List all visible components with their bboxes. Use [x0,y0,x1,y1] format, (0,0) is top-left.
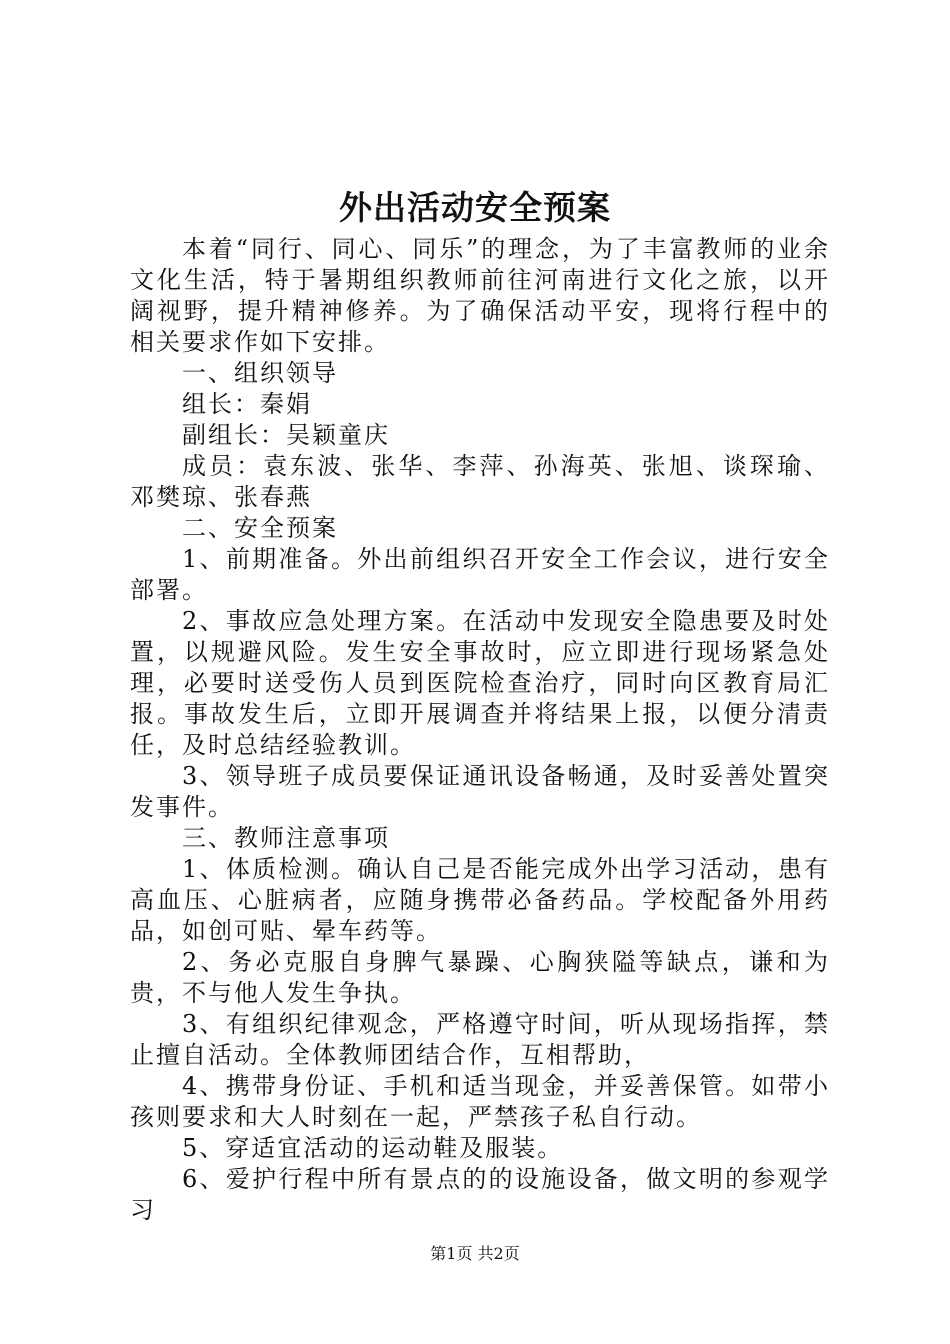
teacher-note-2: 2、务必克服自身脾气暴躁、心胸狭隘等缺点，谦和为贵，不与他人发生争执。 [130,948,830,1007]
page-footer: 第1页 共2页 [430,1244,520,1263]
section-heading-organization: 一、组织领导 [182,359,338,387]
teacher-note-5: 5、穿适宜活动的运动鞋及服装。 [182,1134,564,1162]
deputy-leader-line: 副组长：吴颖童庆 [182,421,390,449]
leader-line: 组长：秦娟 [182,390,312,418]
teacher-note-3: 3、有组织纪律观念，严格遵守时间，听从现场指挥，禁止擅自活动。全体教师团结合作，互相帮助， [130,1010,830,1069]
members-line: 成员：袁东波、张华、李萍、孙海英、张旭、谈琛瑜、邓樊琼、张春燕 [130,452,830,511]
teacher-note-1: 1、体质检测。确认自己是否能完成外出学习活动，患有高血压、心脏病者，应随身携带必备药品。学校配备外用药品，如创可贴、晕车药等。 [130,855,830,945]
teacher-note-4: 4、携带身份证、手机和适当现金，并妥善保管。如带小孩则要求和大人时刻在一起，严禁孩子私自行动。 [130,1072,830,1131]
teacher-note-6: 6、爱护行程中所有景点的的设施设备，做文明的参观学习 [130,1165,830,1224]
safety-item-3: 3、领导班子成员要保证通讯设备畅通，及时妥善处置突发事件。 [130,762,830,821]
intro-paragraph: 本着“同行、同心、同乐”的理念，为了丰富教师的业余文化生活，特于暑期组织教师前往河南进行文化之旅，以开阔视野，提升精神修养。为了确保活动平安，现将行程中的相关要求作如下安排。 [130,235,830,356]
section-heading-teacher-notes: 三、教师注意事项 [182,824,390,852]
safety-item-2: 2、事故应急处理方案。在活动中发现安全隐患要及时处置，以规避风险。发生安全事故时，应立即进行现场紧急处理，必要时送受伤人员到医院检查治疗，同时向区教育局汇报。事故发生后，立即开展调查并将结果上报，以便分清责任，及时总结经验教训。 [130,607,830,759]
section-heading-safety-plan: 二、安全预案 [182,514,338,542]
document-title: 外出活动安全预案 [339,188,611,227]
document-body [130,234,830,1226]
safety-item-1: 1、前期准备。外出前组织召开安全工作会议，进行安全部署。 [130,545,830,604]
